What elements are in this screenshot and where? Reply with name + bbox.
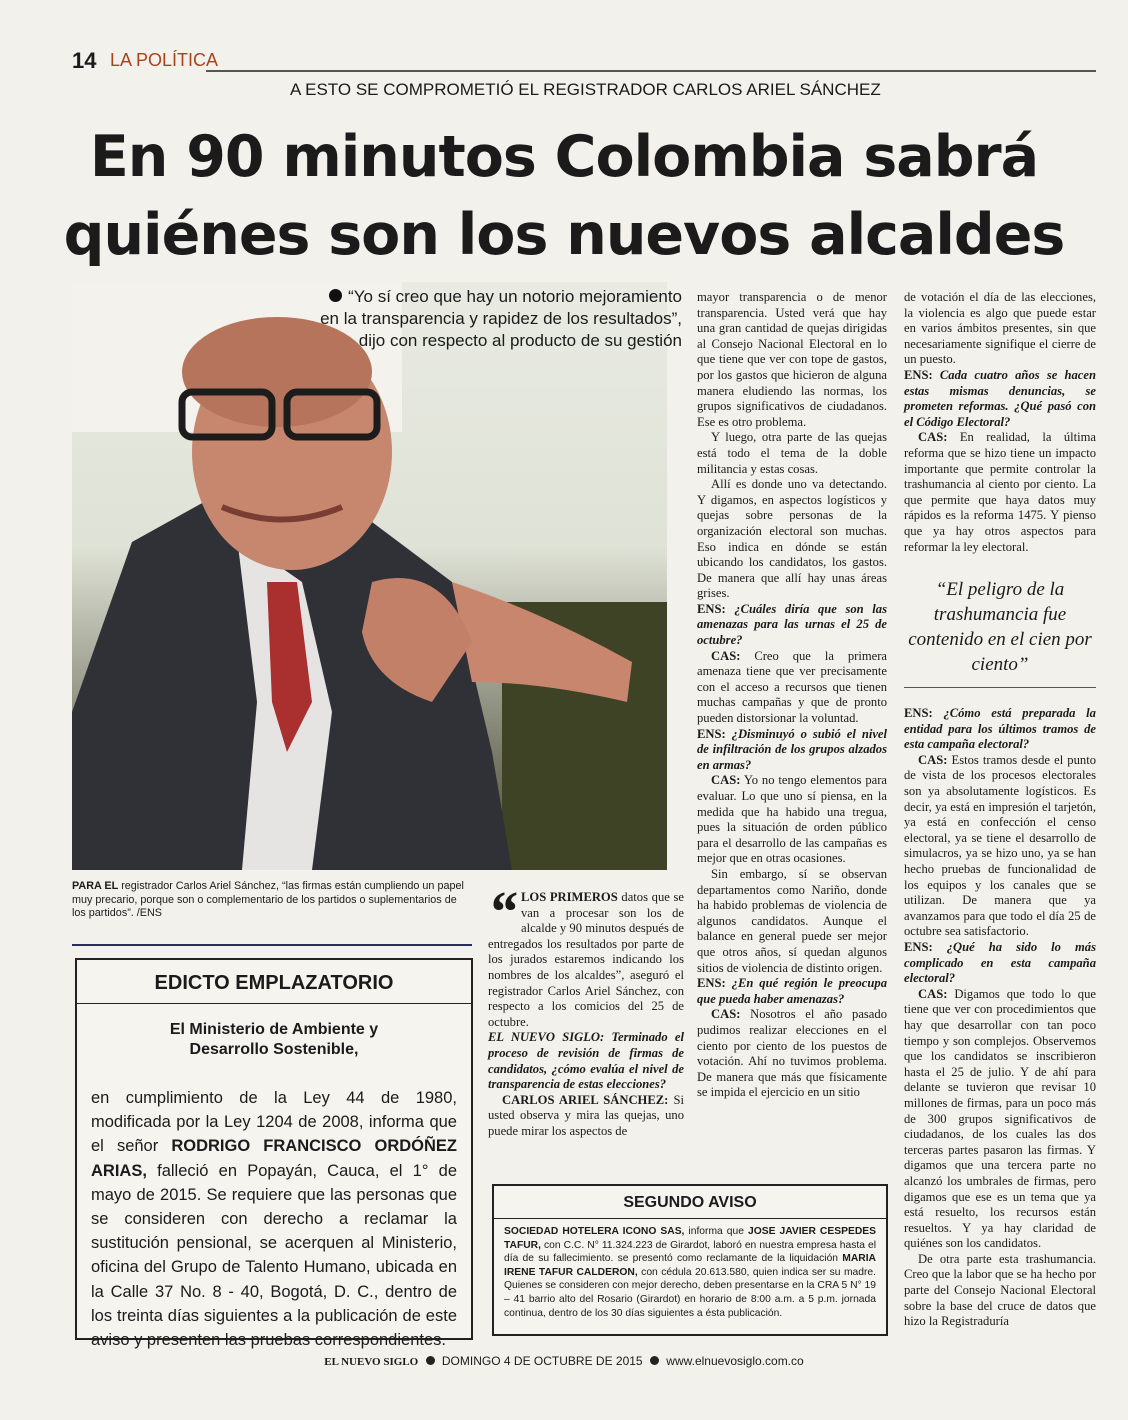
aviso-title: SEGUNDO AVISO: [623, 1194, 757, 1211]
edicto-box: [75, 958, 473, 1350]
col4-q1: Cada cuatro años se hacen estas mismas denuncias, se prometen reformas. ¿Qué pasó con el Código Electoral?: [904, 367, 1096, 429]
col3-p3: Allí es donde uno va detectando. Y digamos, en aspectos logísticos y quejas sobre personas de la organización electoral son muchas. Eso indica en dónde se están ubicando los candidatos, los gastos. De manera que allí hay unas áreas grises.: [697, 477, 887, 601]
headline: [0, 118, 1128, 274]
footer-url[interactable]: www.elnuevosiglo.com.co: [666, 1354, 804, 1368]
caption-text: registrador Carlos Ariel Sánchez, “las firmas están cumpliendo un papel muy precario, porque son o complementario de los partidos o suplementarios de los partidos”. /ENS: [72, 880, 464, 919]
footer-bullet-icon: [426, 1356, 435, 1365]
section-name: LA POLÍTICA: [110, 50, 219, 70]
divider-left: [72, 944, 472, 946]
column-3: [697, 290, 887, 1101]
aviso-body: [504, 1225, 876, 1320]
edicto-title-rule: [77, 1003, 471, 1004]
col3-p2: Y luego, otra parte de las quejas está todo el tema de la doble militancia y estas cosas.: [697, 430, 887, 476]
col3-a3-label: CAS:: [711, 1007, 741, 1022]
drop-lead: LOS PRIMEROS: [521, 890, 618, 904]
header-rule: [206, 70, 1096, 72]
col4-a2: Estos tramos desde el punto de vista de los procesos electorales son ya absolutamente logísticos. Es decir, ya está en impresión el tarjetón, ya está en confección el censo electoral, ya se tiene el desarrollo de simulacros, ya se hizo uno, ya se han hecho pruebas de funcionalidad de los equipos y los canales que se utilizan. De manera que ya avanzamos para que todo el día 25 de octubre sea satisfactorio.: [904, 752, 1096, 939]
col4-a1: En realidad, la última reforma que se hizo tiene un impacto importante que permite controlar la trashumancia al ciento por ciento. La que permite que haya datos muy rápidos es la reforma 1475. Y pienso que ya hay otros aspectos para reformar la ley electoral.: [904, 430, 1097, 554]
edicto-text-2: falleció en Popayán, Cauca, el 1° de mayo de 2015. Se requiere que las personas que se consideren con derecho a reclamar la sustitución pensional, se acerquen al Ministerio, oficina del Grupo de Talento Humano, ubicada en la Calle 37 No. 8 - 40, Bogotá, D. C., dentro de los treinta días siguientes a la publicación de este aviso y presenten las pruebas correspondientes.: [91, 1161, 457, 1350]
aviso-claimant: MARIA IRENE TAFUR CALDERON,: [504, 1253, 876, 1278]
aviso-text-1: informa que: [684, 1226, 748, 1237]
edicto-text-1: en cumplimiento de la Ley 44 de 1980, modificada por la Ley 1204 de 2008, informa que el señor: [91, 1089, 457, 1156]
edicto-body: [91, 1086, 457, 1352]
caption-lead: PARA EL: [72, 880, 119, 892]
subhead-line-1: “Yo sí creo que hay un notorio mejoramiento: [272, 286, 682, 308]
col3-a3: Nosotros el año pasado pudimos realizar elecciones en el ciento por ciento de los puestos de votación. Ahí no tuvimos problema. De manera que más que físicamente se impida el ejercicio en un sitio: [697, 1007, 887, 1100]
portrait-illustration: [72, 282, 667, 870]
photo: [72, 282, 667, 870]
col4-p2: De otra parte esta trashumancia. Creo que la labor que se ha hecho por parte del Consejo Nacional Electoral sobre la base del cruce de datos que hizo la Registraduría: [904, 1251, 1096, 1329]
col3-a1-label: CAS:: [711, 648, 741, 663]
col4-a2-label: CAS:: [918, 752, 948, 767]
col3-q3: ¿En qué región le preocupa que pueda haber amenazas?: [697, 976, 887, 1006]
col4-q2-label: ENS:: [904, 706, 933, 721]
col2-p1: datos que se van a procesar son los de alcalde y 90 minutos después de entregados los resultados por parte de los jurados estaremos indicando los nombres de los alcaldes”, aseguró el registrador Carlos Ariel Sánchez, con respecto a los comicios del 25 de octubre.: [488, 890, 684, 1029]
col2-q1-label: EL NUEVO SIGLO:: [488, 1030, 605, 1045]
col3-q2-label: ENS:: [697, 726, 726, 741]
footer-brand: EL NUEVO SIGLO: [324, 1356, 419, 1368]
kicker: A ESTO SE COMPROMETIÓ EL REGISTRADOR CARLOS ARIEL SÁNCHEZ: [290, 80, 881, 99]
col3-p1: mayor transparencia o de menor transparencia. Usted verá que hay una gran cantidad de quejas dirigidas al Consejo Nacional Electoral en lo que tiene que ver con tope de gastos, por los gastos que hicieron de alguna manera eludiendo las normas, los grupos significativos de ciudadanos. Ese es otro problema.: [697, 290, 887, 429]
aviso-company: SOCIEDAD HOTELERA ICONO SAS,: [504, 1226, 685, 1237]
col3-p4: Sin embargo, sí se observan departamentos como Nariño, donde ha habido problemas de violencia de algunos candidatos. Aunque el balance en general puede ser mejor que otros años, sí quedan algunos sitios de violencia de distinto origen.: [697, 866, 887, 975]
col3-a1: Creo que la primera amenaza tiene que ver precisamente con el acceso a recursos que tienen muchas campañas y que de pronto pueden distorsionar la voluntad.: [697, 648, 887, 726]
edicto-org-line-2: Desarrollo Sostenible,: [189, 1041, 359, 1058]
edicto-org: [77, 1020, 471, 1060]
col4-a1-label: CAS:: [918, 430, 948, 445]
subhead-line-2: en la transparencia y rapidez de los resultados”,: [320, 309, 682, 328]
col3-a2: Yo no tengo elementos para evaluar. Lo que uno sí piensa, en la medida que ha habido una tregua, pues la situación de orden público para el desarrollo de las campañas es mejor que en otras ocasiones.: [697, 773, 887, 866]
col4-a3: Digamos que todo lo que tiene que ver con procedimientos que hay que desarrollar con tan poco tiempo y son complejos. Observemos que los candidatos se inscribieron hasta el 25 de julio. Y de ahí para delante se tuvieron que revisar 10 millones de firmas, para un poco más de 300 grupos significativos de ciudadanos, de los cuales las dos terceras partes pasaron las firmas. Y digamos que una tercera parte no alcanzó los umbrales de firmas, pero digamos que ese es un tema que ya está resuelto, los recursos están resueltos. Y ya hay claridad de quiénes son los candidatos.: [904, 986, 1096, 1251]
col4-q2: ¿Cómo está preparada la entidad para los últimos tramos de esta campaña electoral?: [904, 706, 1096, 752]
edicto-title: EDICTO EMPLAZATORIO: [154, 972, 394, 994]
aviso-title-rule: [494, 1218, 886, 1219]
segundo-aviso-box: [492, 1184, 888, 1336]
col4-a3-label: CAS:: [918, 986, 948, 1001]
headline-line-2: quiénes son los nuevos alcaldes: [63, 202, 1065, 268]
col3-q1-label: ENS:: [697, 601, 726, 616]
quote-mark-icon: “: [488, 879, 517, 944]
col4-q3-label: ENS:: [904, 940, 933, 954]
col2-a1: Si usted observa y mira las quejas, uno puede mirar los aspectos de: [488, 1092, 684, 1138]
subhead-line-3: dijo con respecto al producto de su gestión: [358, 331, 682, 350]
subhead: [272, 286, 682, 352]
col3-q2: ¿Disminuyó o subió el nivel de infiltración de los grupos alzados en armas?: [697, 726, 887, 772]
photo-caption: [72, 880, 472, 921]
footer: [0, 1354, 1128, 1368]
col3-a2-label: CAS:: [711, 773, 741, 788]
pull-quote: “El peligro de la trashumancia fue contenido en el cien por ciento”: [904, 569, 1096, 688]
col4-p1: de votación el día de las elecciones, la violencia es algo que puede estar en varios ámbitos presentes, sin que necesariamente signifique el cierre de un puesto.: [904, 290, 1096, 367]
edicto-org-line-1: El Ministerio de Ambiente y: [169, 1021, 379, 1038]
col2-a1-label: CARLOS ARIEL SÁNCHEZ:: [502, 1092, 669, 1107]
col3-q3-label: ENS:: [697, 976, 726, 991]
edicto-name: RODRIGO FRANCISCO ORDÓÑEZ ARIAS,: [91, 1137, 457, 1180]
footer-bullet-icon-2: [650, 1356, 659, 1365]
footer-date: DOMINGO 4 DE OCTUBRE DE 2015: [441, 1354, 643, 1368]
column-4: [904, 290, 1096, 1330]
page-number: 14: [72, 48, 97, 73]
aviso-deceased: JOSE JAVIER CESPEDES TAFUR,: [504, 1226, 876, 1251]
bullet-icon: [329, 289, 342, 302]
column-2-lower: [488, 879, 684, 1140]
col2-q1: Terminado el proceso de revisión de firmas de candidatos, ¿cómo evalúa el nivel de transparencia de estas elecciones?: [488, 1030, 684, 1092]
aviso-text-2: con C.C. N° 11.324.223 de Girardot, laboró en nuestra empresa hasta el día de su fallecimiento. se presentó como reclamante de la liquidación: [504, 1239, 876, 1265]
col4-q3: ¿Qué ha sido lo más complicado en esta campaña electoral?: [904, 940, 1096, 986]
col3-q1: ¿Cuáles diría que son las amenazas para las urnas el 25 de octubre?: [697, 601, 887, 648]
aviso-text-3: con cédula 20.613.580, quien indica ser su madre. Quienes se consideren con mejor derecho, deben presentarse en la CRA 5 N° 19 – 41 barrio alto del Rosario (Girardot) en horario de 8:00 a.m. a 5 p.m. jornada continua, dentro de los 30 días siguientes a ésta publicación.: [504, 1266, 876, 1319]
col4-q1-label: ENS:: [904, 367, 933, 382]
headline-line-1: En 90 minutos Colombia sabrá: [89, 124, 1039, 190]
